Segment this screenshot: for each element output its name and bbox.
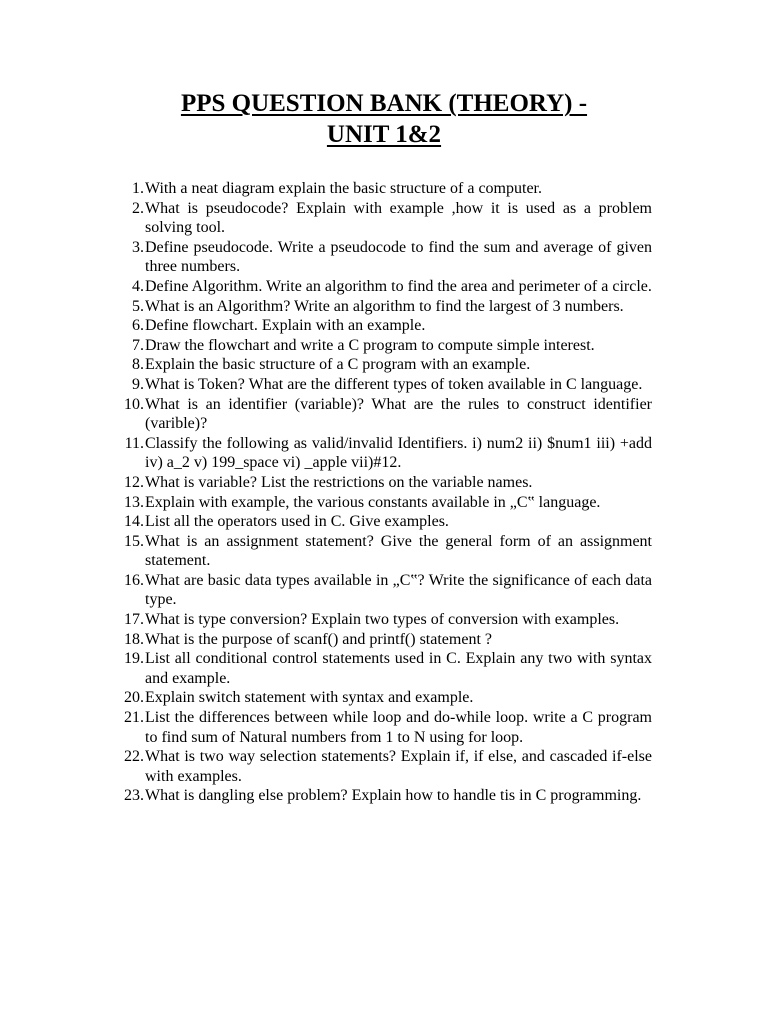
question-number: 18.: [124, 630, 144, 648]
list-item: [110, 355, 652, 375]
question-text: Explain the basic structure of a C program with an example.: [145, 356, 531, 374]
question-number: 19.: [124, 650, 144, 668]
title-line-1: PPS QUESTION BANK (THEORY) -: [180, 90, 588, 117]
question-number: 12.: [124, 473, 144, 491]
list-item: [110, 395, 652, 434]
list-item: [110, 708, 652, 747]
list-item: [110, 747, 652, 786]
list-item: [110, 179, 652, 199]
question-text: What is variable? List the restrictions on the variable names.: [145, 473, 533, 491]
question-text: What is an assignment statement? Give the general form of an assignment statement.: [145, 532, 652, 570]
list-item: [110, 493, 652, 513]
list-item: [110, 277, 652, 297]
question-text: With a neat diagram explain the basic structure of a computer.: [145, 180, 542, 197]
question-number: 23.: [124, 787, 144, 805]
question-number: 2.: [132, 199, 144, 217]
question-text: Explain switch statement with syntax and example.: [145, 689, 474, 707]
list-item: [110, 532, 652, 571]
question-number: 14.: [124, 513, 144, 531]
list-item: [110, 199, 652, 238]
question-number: 6.: [132, 317, 144, 335]
question-text: What is dangling else problem? Explain how to handle tis in C programming.: [145, 787, 642, 805]
question-text: Define flowchart. Explain with an example.: [145, 317, 426, 335]
list-item: [110, 610, 652, 630]
question-text: Define pseudocode. Write a pseudocode to find the sum and average of given three numbers.: [145, 238, 652, 276]
question-text: What are basic data types available in „C‟? Write the significance of each data type.: [145, 571, 652, 609]
question-number: 1.: [132, 180, 144, 197]
question-number: 13.: [124, 493, 144, 511]
question-number: 16.: [124, 571, 144, 589]
question-number: 7.: [132, 336, 144, 354]
list-item: [110, 316, 652, 336]
question-text: What is an identifier (variable)? What are the rules to construct identifier (varible)?: [145, 395, 652, 433]
question-number: 15.: [124, 532, 144, 550]
question-text: What is an Algorithm? Write an algorithm to find the largest of 3 numbers.: [145, 297, 624, 315]
question-number: 3.: [132, 238, 144, 256]
list-item: [110, 336, 652, 356]
question-text: List all the operators used in C. Give examples.: [145, 513, 449, 531]
question-text: What is type conversion? Explain two types of conversion with examples.: [145, 611, 620, 629]
question-list: [110, 179, 652, 806]
question-number: 5.: [132, 297, 144, 315]
question-text: What is Token? What are the different types of token available in C language.: [145, 375, 643, 393]
question-number: 17.: [124, 611, 144, 629]
question-text: What is the purpose of scanf() and printf() statement ?: [145, 630, 492, 648]
title-line-2: UNIT 1&2: [326, 121, 442, 148]
list-item: [110, 473, 652, 493]
list-item: [110, 688, 652, 708]
list-item: [110, 649, 652, 688]
list-item: [110, 786, 652, 806]
question-text: List all conditional control statements used in C. Explain any two with syntax and example.: [145, 650, 652, 687]
list-item: [110, 297, 652, 317]
list-item: [110, 630, 652, 650]
question-number: 21.: [124, 709, 144, 727]
question-number: 8.: [132, 356, 144, 374]
list-item: [110, 512, 652, 532]
question-text: Classify the following as valid/invalid Identifiers. i) num2 ii) $num1 iii) +add iv) a_2 v) 199_space vi) _apple vii)#12.: [145, 434, 652, 472]
question-number: 20.: [124, 689, 144, 707]
list-item: [110, 571, 652, 610]
list-item: [110, 434, 652, 473]
question-text: Define Algorithm. Write an algorithm to find the area and perimeter of a circle.: [145, 277, 652, 295]
question-text: What is pseudocode? Explain with example ,how it is used as a problem solving tool.: [145, 199, 652, 237]
question-number: 4.: [132, 277, 144, 295]
question-text: Draw the flowchart and write a C program to compute simple interest.: [145, 336, 595, 354]
question-text: Explain with example, the various constants available in „C‟ language.: [145, 493, 601, 511]
question-text: What is two way selection statements? Explain if, if else, and cascaded if-else with examples.: [145, 748, 652, 785]
question-text: List the differences between while loop and do-while loop. write a C program to find sum of Natural numbers from 1 to N using for loop.: [145, 709, 652, 746]
question-number: 11.: [124, 434, 144, 452]
list-item: [110, 375, 652, 395]
question-number: 22.: [124, 748, 144, 766]
page-title: [110, 88, 658, 150]
question-number: 10.: [124, 395, 144, 413]
list-item: [110, 238, 652, 277]
question-number: 9.: [132, 375, 144, 393]
